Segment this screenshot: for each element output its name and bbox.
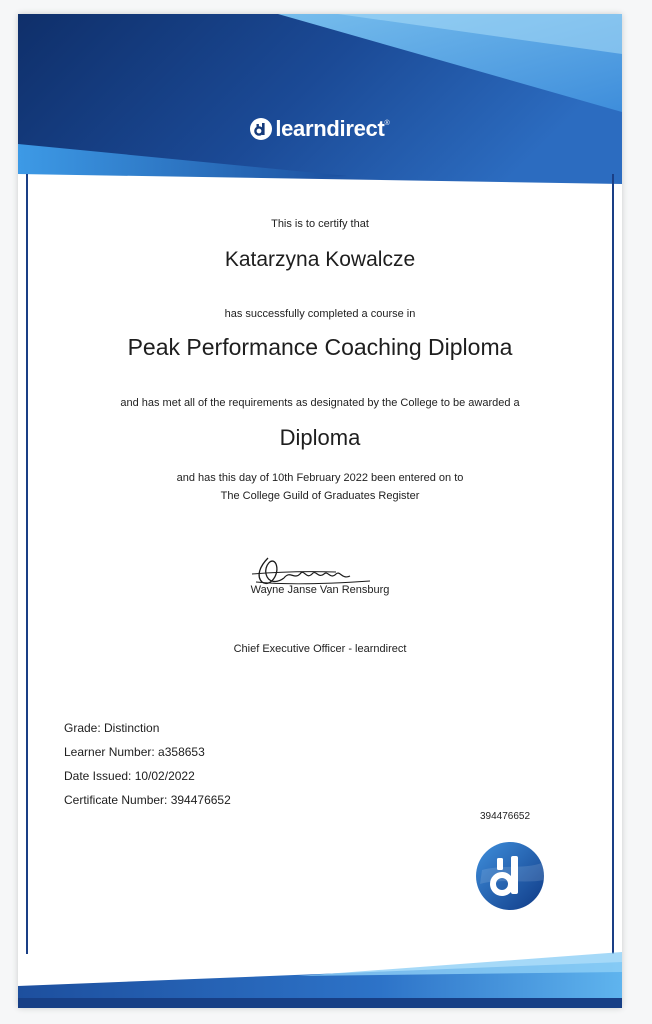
learndirect-d-badge-icon: [474, 840, 546, 912]
signatory-name: Wayne Janse Van Rensburg: [250, 584, 390, 596]
learndirect-logo: [18, 116, 622, 142]
frame-right-border: [612, 174, 614, 954]
detail-date-issued: Date Issued: 10/02/2022: [64, 769, 195, 783]
course-title: Peak Performance Coaching Diploma: [127, 334, 513, 360]
detail-grade: Grade: Distinction: [64, 721, 160, 735]
signatory-title: Chief Executive Officer - learndirect: [233, 643, 407, 655]
requirements-text: and has met all of the requirements as designated by the College to be awarded a: [120, 397, 520, 409]
logo-wordmark: learndirect: [275, 116, 385, 141]
detail-certificate-number: Certificate Number: 394476652: [64, 793, 231, 807]
register-line-2: The College Guild of Graduates Register: [220, 490, 420, 502]
recipient-name: Katarzyna Kowalcze: [224, 248, 416, 271]
footer-banner: [18, 928, 622, 1008]
certificate-code: 394476652: [480, 811, 531, 822]
detail-learner-number: Learner Number: a358653: [64, 745, 205, 759]
header-banner: [18, 14, 622, 194]
certify-intro: This is to certify that: [271, 218, 369, 230]
certificate-sheet: [18, 14, 622, 1008]
learndirect-d-icon: [250, 118, 272, 140]
award-title: Diploma: [279, 425, 361, 450]
frame-left-border: [26, 174, 28, 954]
logo-trademark: ®: [384, 120, 390, 127]
register-line-1: and has this day of 10th February 2022 been entered on to: [176, 472, 464, 484]
completed-text: has successfully completed a course in: [224, 308, 416, 320]
